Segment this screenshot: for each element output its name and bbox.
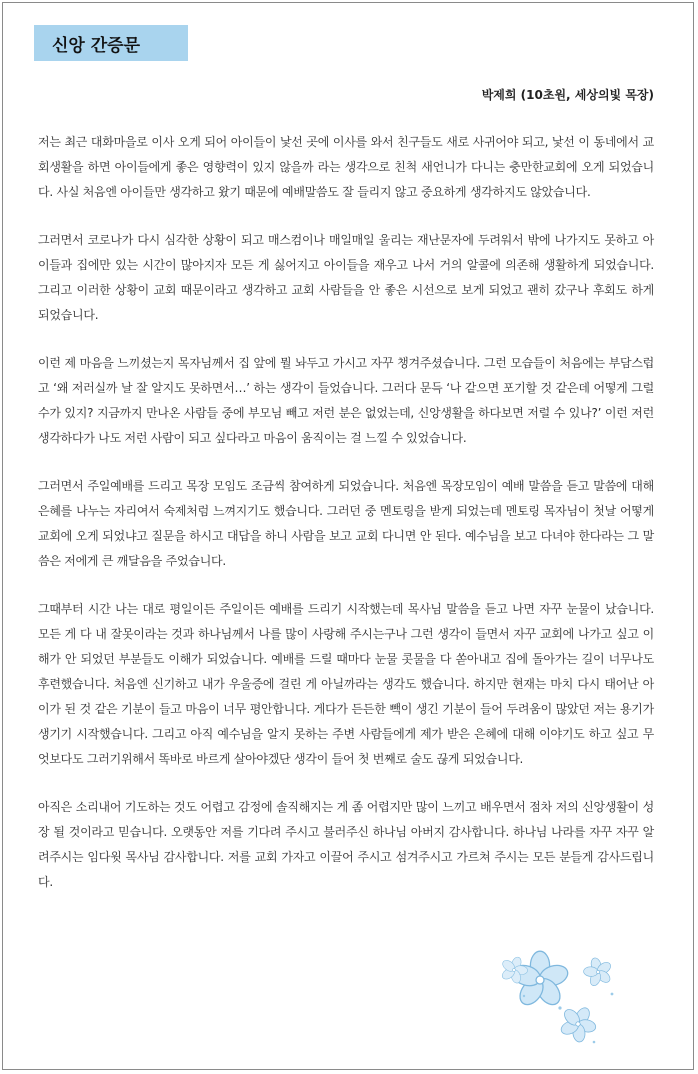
paragraph-6: 아직은 소리내어 기도하는 것도 어렵고 감정에 솔직해지는 게 좀 어렵지만 많이 느끼고 배우면서 점차 저의 신앙생활이 성장 될 것이라고 믿습니다. 오랫동안 저를 기다려 주시고 불러주신 하나님 아버지 감사합니다. 하나님 나라를 자꾸 자꾸 알려주시는 임다윗 목사님 감사합니다. 저를 교회 가자고 이끌어 주시고 섬겨주시고 가르쳐 주시는 모든 분들게 감사드립니다. [38,800,654,889]
title-box [34,25,188,61]
paragraph-3: 이런 제 마음을 느끼셨는지 목자님께서 집 앞에 뭘 놔두고 가시고 자꾸 챙겨주셨습니다. 그런 모습들이 처음에는 부담스럽고 ‘왜 저러실까 날 잘 알지도 못하면서…’ 하는 생각이 들었습니다. 그러다 문득 ‘나 같으면 포기할 것 같은데 어떻게 그럴 수가 있지? 지금까지 만나온 사람들 중에 부모님 빼고 저런 분은 없었는데, 신앙생활을 하다보면 저럴 수 있나?’ 이런 저런 생각하다가 나도 저런 사람이 되고 싶다라고 마음이 움직이는 걸 느낄 수 있었습니다. [38,356,654,445]
paragraph-4: 그러면서 주일예배를 드리고 목장 모임도 조금씩 참여하게 되었습니다. 처음엔 목장모임이 예배 말씀을 듣고 말씀에 대해 은혜를 나누는 자리여서 숙제처럼 느껴지기도 했습니다. 그러던 중 멘토링을 받게 되었는데 멘토링 목자님이 첫날 어떻게 교회에 오게 되었냐고 질문을 하시고 대답을 하니 사람을 보고 교회 다니면 안 된다. 예수님을 보고 다녀야 한다라는 그 말씀은 저에게 큰 깨달음을 주었습니다. [38,479,654,568]
author-line: 박제희 (10초원, 세상의빛 목장) [481,88,654,102]
paragraph-1: 저는 최근 대화마을로 이사 오게 되어 아이들이 낯선 곳에 이사를 와서 친구들도 새로 사귀어야 되고, 낯선 이 동네에서 교회생활을 하면 아이들에게 좋은 영향력이 있지 않을까 라는 생각으로 친척 새언니가 다니는 충만한교회에 오게 되었습니다. 사실 처음엔 아이들만 생각하고 왔기 때문에 예배말씀도 잘 들리지 않고 중요하게 생각하지도 않았습니다. [38,135,654,199]
page-title: 신앙 간증문 [52,35,141,56]
flower-icon [580,954,617,990]
testimony-body [38,130,654,918]
paragraph-2: 그러면서 코로나가 다시 심각한 상황이 되고 매스컴이나 매일매일 울리는 재난문자에 두려워서 밖에 나가지도 못하고 아이들과 집에만 있는 시간이 많아지자 모든 게 싫어지고 아이들을 재우고 나서 거의 알콜에 의존해 생활하게 되었습니다. 그리고 이러한 상황이 교회 때문이라고 생각하고 교회 사람들을 안 좋은 시선으로 보게 되었고 괜히 갔구나 후회도 하게 되었습니다. [38,233,654,322]
paragraph-5: 그때부터 시간 나는 대로 평일이든 주일이든 예배를 드리기 시작했는데 목사님 말씀을 듣고 나면 자꾸 눈물이 났습니다. 모든 게 다 내 잘못이라는 것과 하나님께서 나를 많이 사랑해 주시는구나 그런 생각이 들면서 자꾸 교회에 나가고 싶고 이해가 안 되었던 부분들도 이해가 되었습니다. 예배를 드릴 때마다 눈물 콧물을 다 쏟아내고 집에 돌아가는 길이 너무나도 후련했습니다. 처음엔 신기하고 내가 우울증에 걸린 게 아닐까라는 생각도 했습니다. 하지만 현재는 마치 다시 태어난 아이가 된 것 같은 기분이 들고 마음이 너무 평안합니다. 게다가 든든한 빽이 생긴 기분이 들어 두려움이 많았던 저는 용기가 생기기 시작했습니다. 그리고 아직 예수님을 알지 못하는 주변 사람들에게 제가 받은 은혜에 대해 이야기도 하고 싶고 무엇보다도 그러기위해서 똑바로 바르게 살아야겠단 생각이 들어 첫 번째로 술도 끊게 되었습니다. [38,602,654,766]
flower-decoration [494,950,644,1050]
